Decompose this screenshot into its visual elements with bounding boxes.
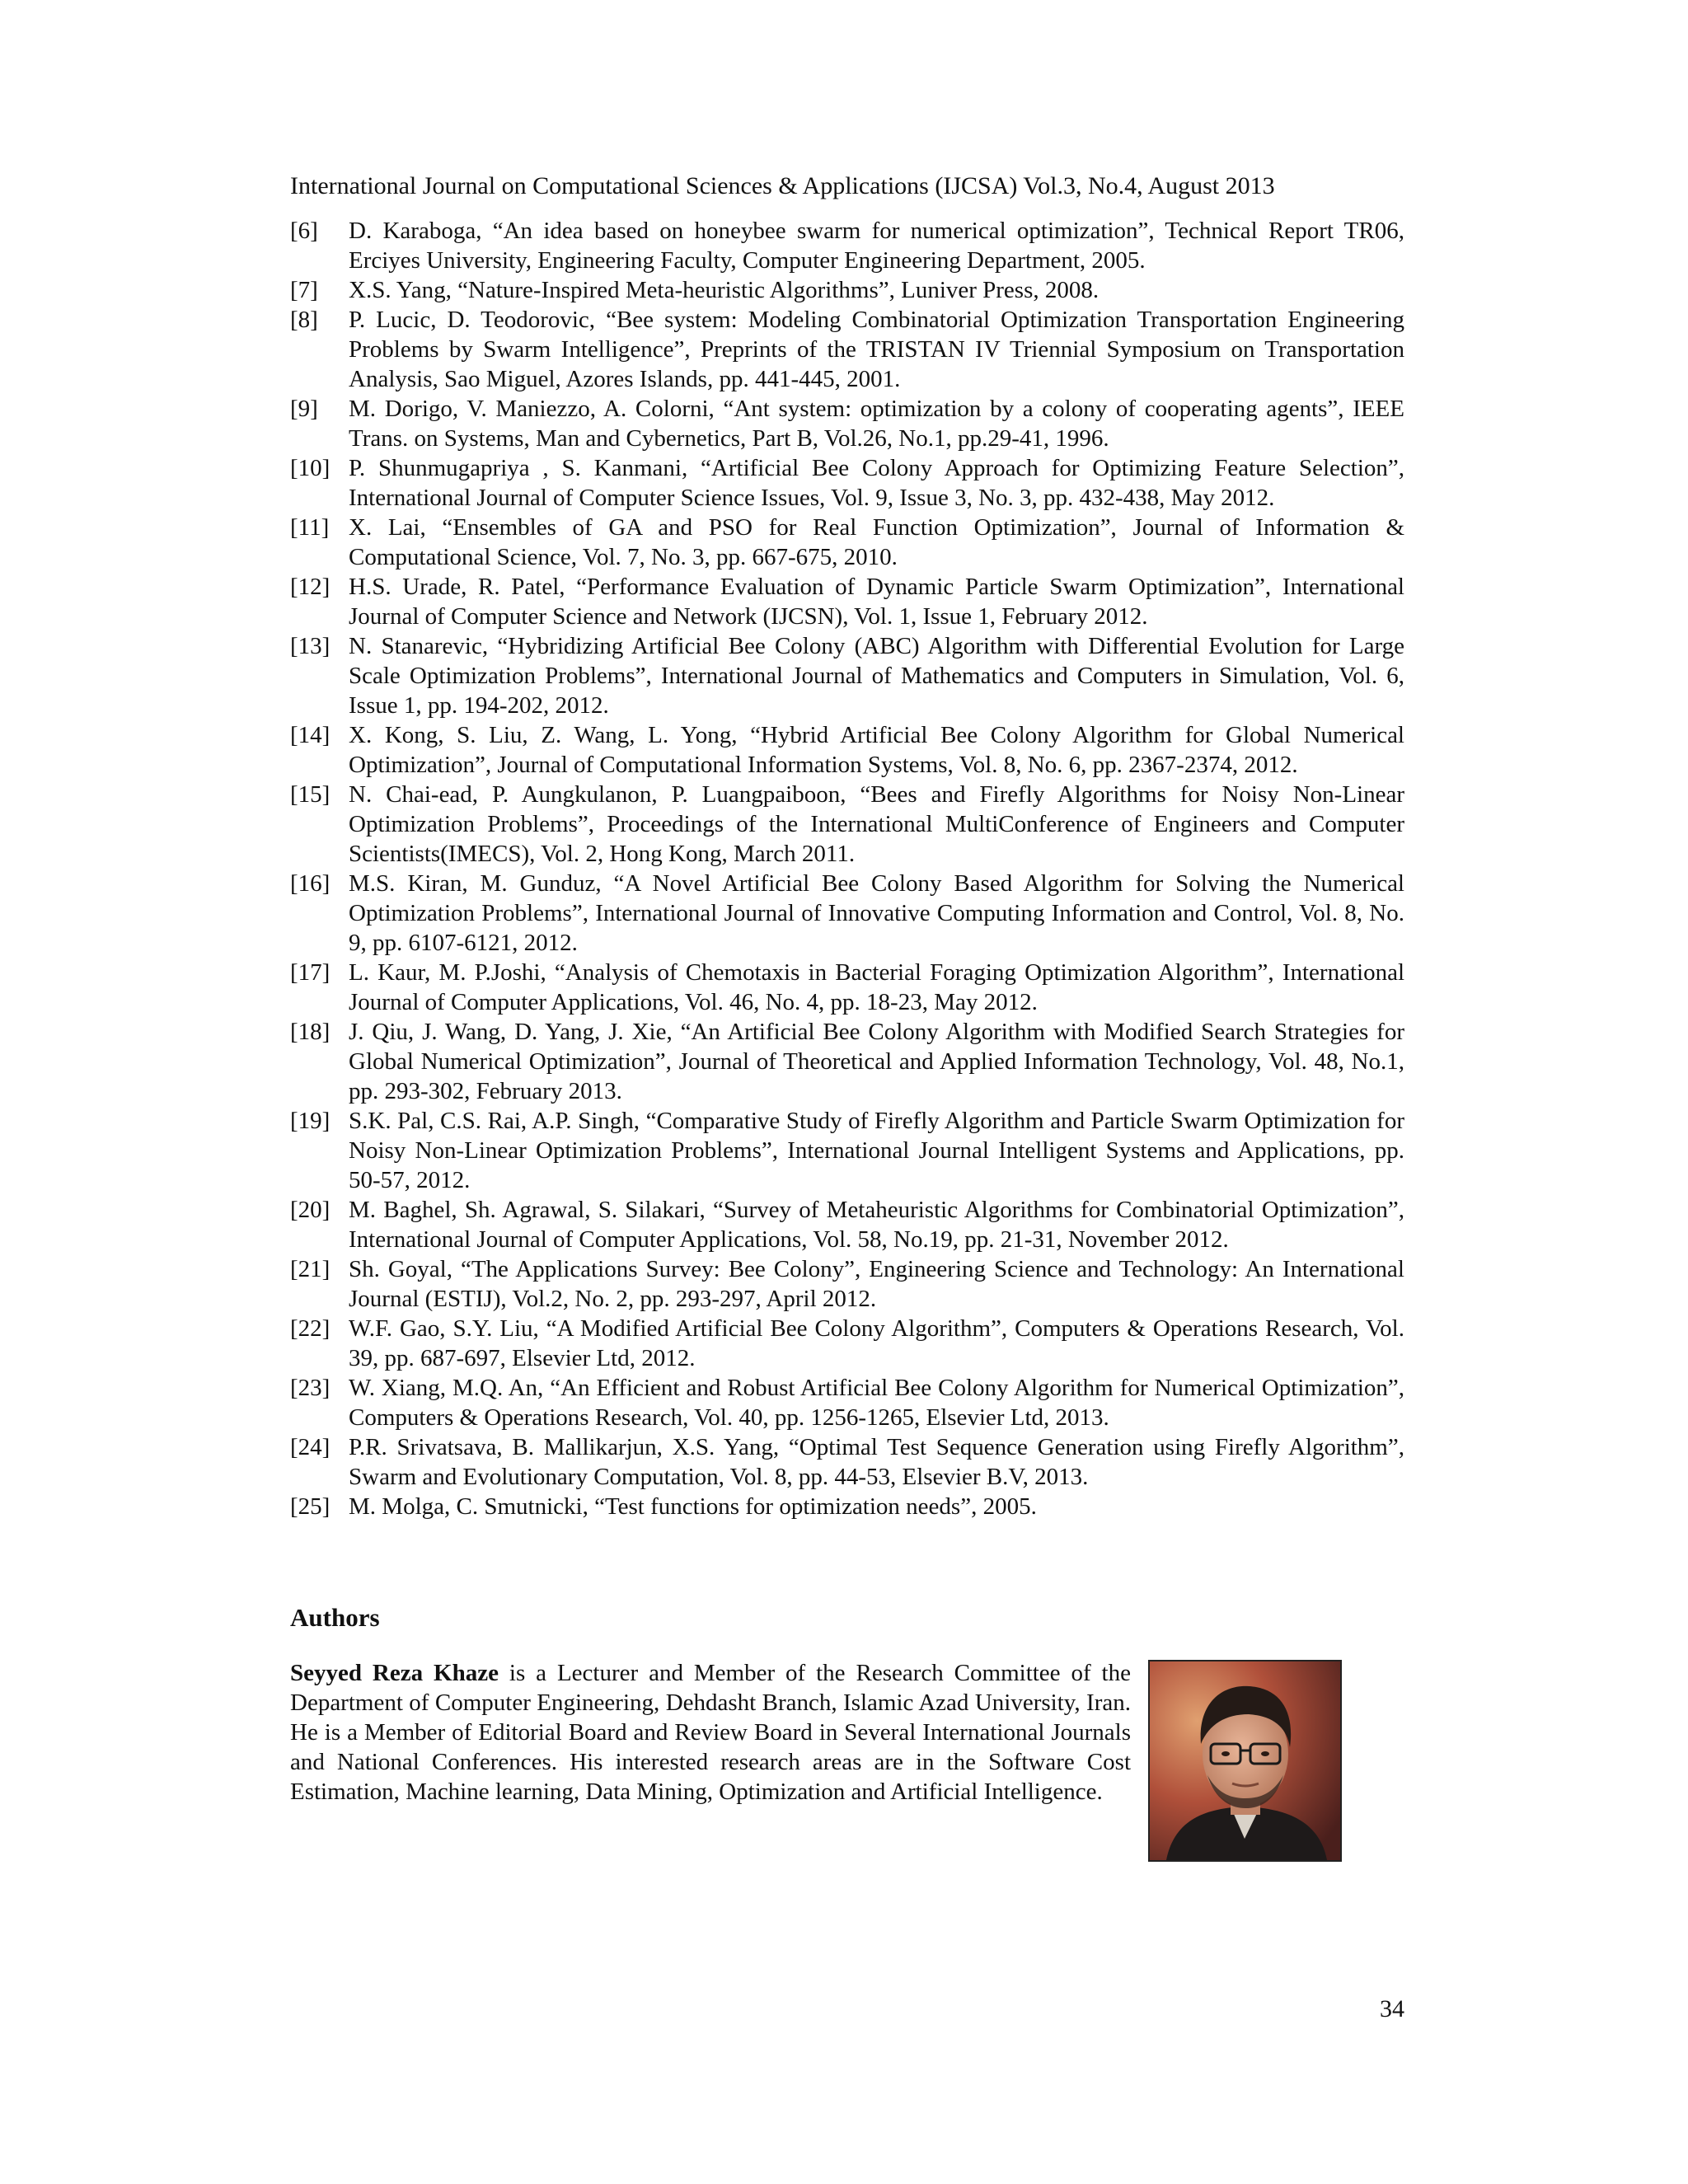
reference-number: [10] bbox=[290, 455, 331, 481]
reference-text: X. Kong, S. Liu, Z. Wang, L. Yong, “Hybrid Artificial Bee Colony Algorithm for Global Numerical Optimization”, Journal of Computational Information Systems, Vol. 8, No. 6, pp. 2367-2374, 2012. bbox=[349, 722, 1404, 778]
reference-item bbox=[290, 453, 1404, 513]
reference-text: M. Molga, C. Smutnicki, “Test functions for optimization needs”, 2005. bbox=[349, 1493, 1037, 1520]
reference-number: [11] bbox=[290, 514, 330, 541]
reference-item bbox=[290, 958, 1404, 1017]
author-bio bbox=[290, 1658, 1131, 1807]
authors-heading: Authors bbox=[290, 1603, 380, 1632]
reference-item bbox=[290, 572, 1404, 631]
reference-text: X.S. Yang, “Nature-Inspired Meta-heuristic Algorithms”, Luniver Press, 2008. bbox=[349, 277, 1100, 303]
reference-item bbox=[290, 1195, 1404, 1254]
reference-number: [20] bbox=[290, 1197, 331, 1223]
reference-number: [8] bbox=[290, 307, 318, 333]
reference-item bbox=[290, 1254, 1404, 1314]
reference-number: [23] bbox=[290, 1375, 331, 1401]
reference-item bbox=[290, 869, 1404, 958]
reference-number: [15] bbox=[290, 781, 331, 808]
reference-number: [17] bbox=[290, 959, 331, 986]
reference-text: P. Shunmugapriya , S. Kanmani, “Artificial Bee Colony Approach for Optimizing Feature Selection”, International Journal of Computer Science Issues, Vol. 9, Issue 3, No. 3, pp. 432-438, May 2012. bbox=[349, 455, 1404, 511]
reference-number: [7] bbox=[290, 277, 318, 303]
reference-item bbox=[290, 1314, 1404, 1373]
reference-item bbox=[290, 631, 1404, 720]
reference-item bbox=[290, 1432, 1404, 1492]
reference-text: M.S. Kiran, M. Gunduz, “A Novel Artificial Bee Colony Based Algorithm for Solving the Numerical Optimization Problems”, International Journal of Innovative Computing Information and Control, Vol. 8, No. 9, pp. 6107-6121, 2012. bbox=[349, 870, 1404, 956]
reference-number: [22] bbox=[290, 1315, 331, 1342]
author-name: Seyyed Reza Khaze bbox=[290, 1660, 499, 1686]
reference-number: [6] bbox=[290, 218, 318, 244]
reference-text: H.S. Urade, R. Patel, “Performance Evaluation of Dynamic Particle Swarm Optimization”, International Journal of Computer Science and Network (IJCSN), Vol. 1, Issue 1, February 2012. bbox=[349, 574, 1404, 630]
reference-item bbox=[290, 1106, 1404, 1195]
reference-text: S.K. Pal, C.S. Rai, A.P. Singh, “Comparative Study of Firefly Algorithm and Particle Swarm Optimization for Noisy Non-Linear Optimization Problems”, International Journal Intelligent Systems and Applications, pp. 50-57, 2012. bbox=[349, 1108, 1404, 1193]
reference-text: N. Chai-ead, P. Aungkulanon, P. Luangpaiboon, “Bees and Firefly Algorithms for Noisy Non-Linear Optimization Problems”, Proceedings of the International MultiConference of Engineers and Computer Scientists(IMECS), Vol. 2, Hong Kong, March 2011. bbox=[349, 781, 1404, 867]
reference-text: N. Stanarevic, “Hybridizing Artificial Bee Colony (ABC) Algorithm with Differential Evolution for Large Scale Optimization Problems”, International Journal of Mathematics and Computers in Simulation, Vol. 6, Issue 1, pp. 194-202, 2012. bbox=[349, 633, 1404, 719]
reference-text: D. Karaboga, “An idea based on honeybee swarm for numerical optimization”, Technical Report TR06, Erciyes University, Engineering Faculty, Computer Engineering Department, 2005. bbox=[349, 218, 1404, 274]
reference-item bbox=[290, 1492, 1404, 1521]
reference-text: M. Dorigo, V. Maniezzo, A. Colorni, “Ant system: optimization by a colony of cooperating agents”, IEEE Trans. on Systems, Man and Cybernetics, Part B, Vol.26, No.1, pp.29-41, 1996. bbox=[349, 396, 1404, 452]
reference-text: L. Kaur, M. P.Joshi, “Analysis of Chemotaxis in Bacterial Foraging Optimization Algorithm”, International Journal of Computer Applications, Vol. 46, No. 4, pp. 18-23, May 2012. bbox=[349, 959, 1404, 1015]
page-number: 34 bbox=[1380, 1995, 1404, 2022]
reference-item bbox=[290, 1017, 1404, 1106]
reference-text: X. Lai, “Ensembles of GA and PSO for Real Function Optimization”, Journal of Information & Computational Science, Vol. 7, No. 3, pp. 667-675, 2010. bbox=[349, 514, 1404, 570]
reference-item bbox=[290, 513, 1404, 572]
reference-text: Sh. Goyal, “The Applications Survey: Bee Colony”, Engineering Science and Technology: An International Journal (ESTIJ), Vol.2, No. 2, pp. 293-297, April 2012. bbox=[349, 1256, 1404, 1312]
reference-item bbox=[290, 1373, 1404, 1432]
reference-number: [9] bbox=[290, 396, 318, 422]
reference-item bbox=[290, 720, 1404, 780]
journal-header: International Journal on Computational Sciences & Applications (IJCSA) Vol.3, No.4, August 2013 bbox=[290, 172, 1275, 199]
reference-item bbox=[290, 394, 1404, 453]
reference-number: [12] bbox=[290, 574, 331, 600]
reference-text: J. Qiu, J. Wang, D. Yang, J. Xie, “An Artificial Bee Colony Algorithm with Modified Search Strategies for Global Numerical Optimization”, Journal of Theoretical and Applied Information Technology, Vol. 48, No.1, pp. 293-302, February 2013. bbox=[349, 1019, 1404, 1104]
reference-item bbox=[290, 275, 1404, 305]
reference-item bbox=[290, 305, 1404, 394]
reference-text: P. Lucic, D. Teodorovic, “Bee system: Modeling Combinatorial Optimization Transportation Engineering Problems by Swarm Intelligence”, Preprints of the TRISTAN IV Triennial Symposium on Transportation Analysis, Sao Miguel, Azores Islands, pp. 441-445, 2001. bbox=[349, 307, 1404, 392]
reference-number: [19] bbox=[290, 1108, 331, 1134]
author-photo bbox=[1148, 1660, 1342, 1862]
reference-number: [13] bbox=[290, 633, 331, 659]
reference-text: M. Baghel, Sh. Agrawal, S. Silakari, “Survey of Metaheuristic Algorithms for Combinatorial Optimization”, International Journal of Computer Applications, Vol. 58, No.19, pp. 21-31, November 2012. bbox=[349, 1197, 1404, 1253]
reference-text: P.R. Srivatsava, B. Mallikarjun, X.S. Yang, “Optimal Test Sequence Generation using Firefly Algorithm”, Swarm and Evolutionary Computation, Vol. 8, pp. 44-53, Elsevier B.V, 2013. bbox=[349, 1434, 1404, 1490]
reference-number: [21] bbox=[290, 1256, 331, 1282]
reference-item bbox=[290, 780, 1404, 869]
reference-number: [25] bbox=[290, 1493, 331, 1520]
author-bio-text: is a Lecturer and Member of the Research Committee of the Department of Computer Engineering, Dehdasht Branch, Islamic Azad University, Iran. He is a Member of Editorial Board and Review Board in Several International Journals and National Conferences. His interested research areas are in the Software Cost Estimation, Machine learning, Data Mining, Optimization and Artificial Intelligence. bbox=[290, 1660, 1131, 1805]
reference-list bbox=[290, 216, 1404, 1521]
reference-text: W. Xiang, M.Q. An, “An Efficient and Robust Artificial Bee Colony Algorithm for Numerical Optimization”, Computers & Operations Research, Vol. 40, pp. 1256-1265, Elsevier Ltd, 2013. bbox=[349, 1375, 1404, 1431]
reference-number: [16] bbox=[290, 870, 331, 897]
reference-text: W.F. Gao, S.Y. Liu, “A Modified Artificial Bee Colony Algorithm”, Computers & Operations Research, Vol. 39, pp. 687-697, Elsevier Ltd, 2012. bbox=[349, 1315, 1404, 1371]
reference-number: [18] bbox=[290, 1019, 331, 1045]
reference-item bbox=[290, 216, 1404, 275]
reference-number: [24] bbox=[290, 1434, 331, 1460]
reference-number: [14] bbox=[290, 722, 331, 748]
